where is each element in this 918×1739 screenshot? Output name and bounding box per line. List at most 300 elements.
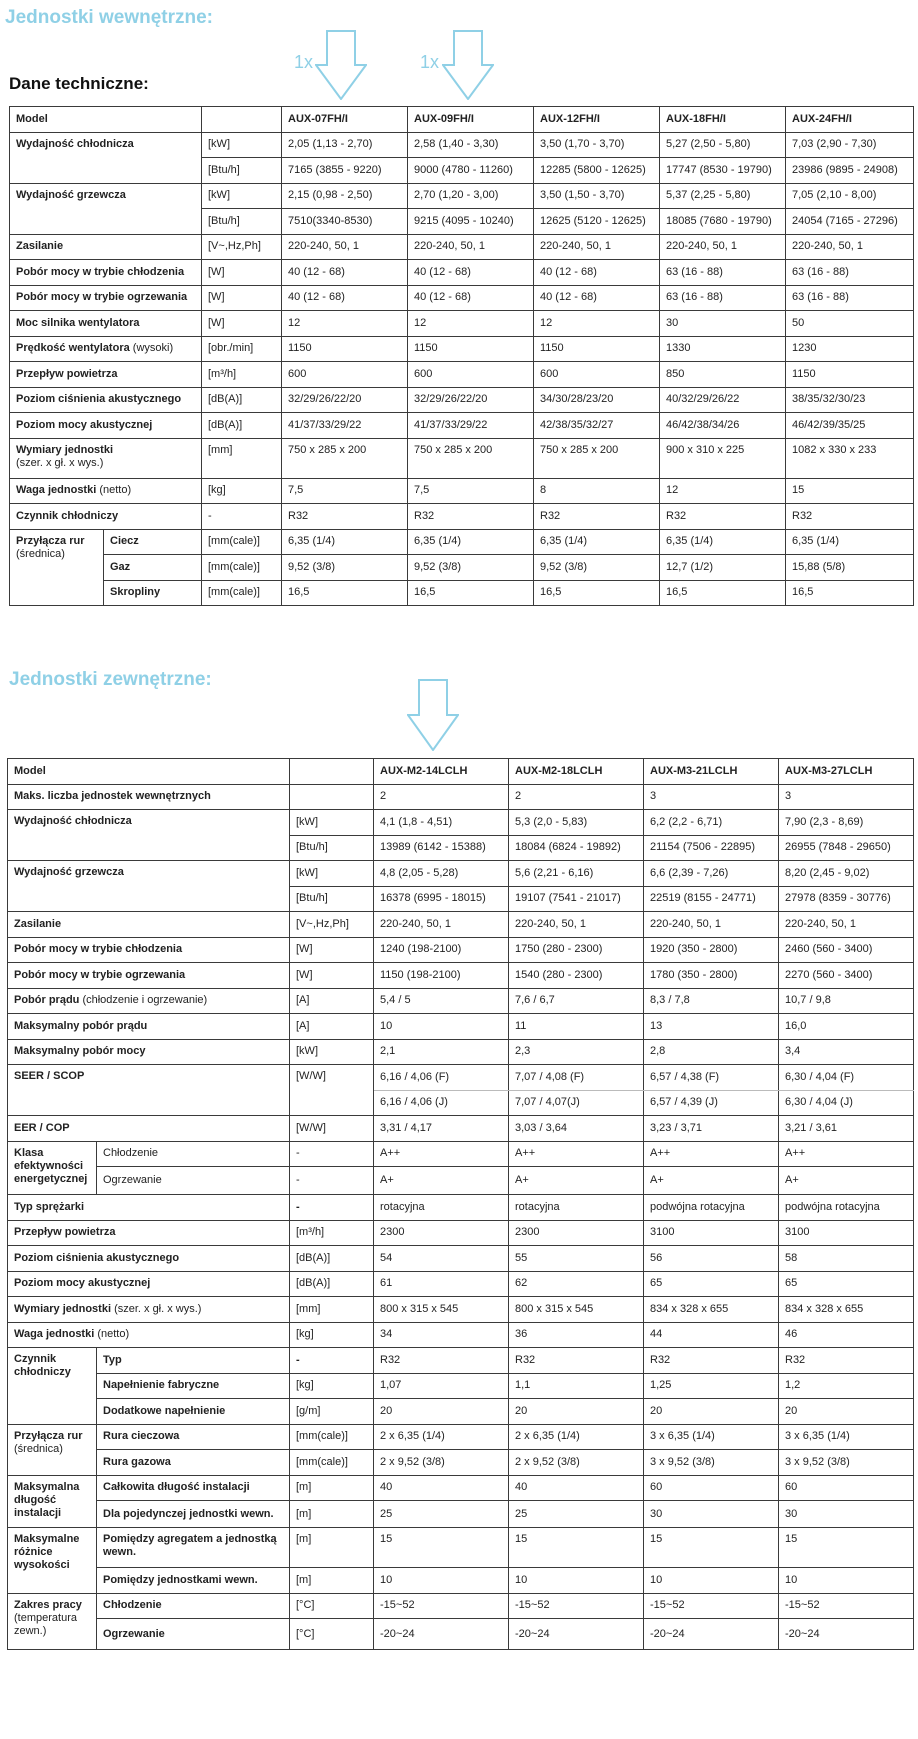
- row-label: Pobór mocy w trybie chłodzenia: [8, 937, 290, 963]
- table-row-seer-scop: [8, 1065, 914, 1091]
- value: A++: [644, 1141, 779, 1167]
- value: 6,35 (1/4): [282, 529, 408, 555]
- value: 30: [644, 1501, 779, 1528]
- row-label: Wydajność grzewcza: [10, 183, 202, 234]
- value: 834 x 328 x 655: [779, 1297, 914, 1323]
- value: 61: [374, 1271, 509, 1297]
- unit: -: [290, 1348, 374, 1374]
- value: 5,6 (2,21 - 6,16): [509, 861, 644, 887]
- value: A+: [509, 1167, 644, 1195]
- unit: [W]: [290, 937, 374, 963]
- table-row-height-outdoor-indoor: [8, 1528, 914, 1568]
- sub-label: Typ: [97, 1348, 290, 1374]
- value: 17747 (8530 - 19790): [660, 158, 786, 184]
- value: 12,7 (1/2): [660, 555, 786, 581]
- value: 10: [779, 1568, 914, 1594]
- sub-label: Ciecz: [104, 529, 202, 555]
- sub-label: Rura gazowa: [97, 1450, 290, 1476]
- value: 2300: [509, 1220, 644, 1246]
- table-row-max-length-single: [8, 1501, 914, 1528]
- row-label: Zasilanie: [10, 234, 202, 260]
- value: 24054 (7165 - 27296): [786, 209, 914, 235]
- value: 16,5: [534, 580, 660, 606]
- row-label: Zasilanie: [8, 912, 290, 938]
- value: 30: [660, 311, 786, 337]
- value: 42/38/35/32/27: [534, 413, 660, 439]
- value: A++: [374, 1141, 509, 1167]
- technical-data-heading: Dane techniczne:: [9, 74, 149, 93]
- table-row-refrigerant-extra: [8, 1399, 914, 1425]
- row-label: Poziom ciśnienia akustycznego: [8, 1246, 290, 1272]
- value: 12: [534, 311, 660, 337]
- table-row-cooling-capacity: [10, 132, 914, 158]
- value: 63 (16 - 88): [660, 285, 786, 311]
- table-row-heating-capacity: [8, 861, 914, 887]
- sub-label: Chłodzenie: [97, 1593, 290, 1619]
- value: 2,70 (1,20 - 3,00): [408, 183, 534, 209]
- unit: [Btu/h]: [202, 209, 282, 235]
- value: 63 (16 - 88): [660, 260, 786, 286]
- unit: [mm]: [202, 438, 282, 478]
- value: 32/29/26/22/20: [408, 387, 534, 413]
- value: 15,88 (5/8): [786, 555, 914, 581]
- value: 750 x 285 x 200: [408, 438, 534, 478]
- value: 12: [408, 311, 534, 337]
- value: 1330: [660, 336, 786, 362]
- row-label: Maksymalna długość instalacji: [8, 1475, 97, 1528]
- unit: [kW]: [290, 861, 374, 887]
- value: 40 (12 - 68): [408, 260, 534, 286]
- value: 13989 (6142 - 15388): [374, 835, 509, 861]
- value: -15~52: [509, 1593, 644, 1619]
- unit: [V~,Hz,Ph]: [290, 912, 374, 938]
- sub-label: Skropliny: [104, 580, 202, 606]
- value: 1240 (198-2100): [374, 937, 509, 963]
- unit: [A]: [290, 1014, 374, 1040]
- row-label: Pobór mocy w trybie ogrzewania: [10, 285, 202, 311]
- value: 41/37/33/29/22: [408, 413, 534, 439]
- value: 8,3 / 7,8: [644, 988, 779, 1014]
- value: 44: [644, 1322, 779, 1348]
- table-row-model: [10, 107, 914, 133]
- value: -20~24: [509, 1619, 644, 1650]
- table-row-weight: [10, 478, 914, 504]
- table-row-power-heating: [10, 285, 914, 311]
- indoor-spec-table: [9, 106, 914, 606]
- value: 12625 (5120 - 12625): [534, 209, 660, 235]
- sub-label: Rura cieczowa: [97, 1424, 290, 1450]
- value: 3,50 (1,70 - 3,70): [534, 132, 660, 158]
- value: 20: [374, 1399, 509, 1425]
- model-name: AUX-24FH/I: [786, 107, 914, 133]
- model-name: AUX-M3-21LCLH: [644, 759, 779, 785]
- value: 63 (16 - 88): [786, 260, 914, 286]
- value: 2,15 (0,98 - 2,50): [282, 183, 408, 209]
- table-row-fan-motor: [10, 311, 914, 337]
- value: 10: [374, 1014, 509, 1040]
- value: 6,16 / 4,06 (J): [374, 1090, 509, 1116]
- value: 25: [374, 1501, 509, 1528]
- table-row-energy-class-heating: [8, 1167, 914, 1195]
- value: 1230: [786, 336, 914, 362]
- value: A++: [509, 1141, 644, 1167]
- value: 26955 (7848 - 29650): [779, 835, 914, 861]
- table-row-max-indoor-units: [8, 784, 914, 810]
- value: podwójna rotacyjna: [779, 1195, 914, 1221]
- value: 1920 (350 - 2800): [644, 937, 779, 963]
- value: 7,07 / 4,08 (F): [509, 1065, 644, 1091]
- value: 2,1: [374, 1039, 509, 1065]
- value: 50: [786, 311, 914, 337]
- value: 34: [374, 1322, 509, 1348]
- table-row-heating-capacity: [10, 183, 914, 209]
- table-row-power-cooling: [10, 260, 914, 286]
- table-row-range-heating: [8, 1619, 914, 1650]
- value: 1,25: [644, 1373, 779, 1399]
- value: 27978 (8359 - 30776): [779, 886, 914, 912]
- value: 16,5: [660, 580, 786, 606]
- value: 65: [779, 1271, 914, 1297]
- value: 2 x 9,52 (3/8): [509, 1450, 644, 1476]
- value: 62: [509, 1271, 644, 1297]
- value: 10: [644, 1568, 779, 1594]
- unit: [kW]: [202, 183, 282, 209]
- value: 600: [408, 362, 534, 388]
- value: -15~52: [374, 1593, 509, 1619]
- table-row-power-cooling: [8, 937, 914, 963]
- row-label: Przepływ powietrza: [10, 362, 202, 388]
- value: 3,21 / 3,61: [779, 1116, 914, 1142]
- value: 750 x 285 x 200: [282, 438, 408, 478]
- row-label: Waga jednostki (netto): [10, 478, 202, 504]
- row-label: Pobór mocy w trybie ogrzewania: [8, 963, 290, 989]
- unit: [g/m]: [290, 1399, 374, 1425]
- value: 12: [660, 478, 786, 504]
- value: R32: [374, 1348, 509, 1374]
- value: 800 x 315 x 545: [374, 1297, 509, 1323]
- value: 18085 (7680 - 19790): [660, 209, 786, 235]
- value: 5,37 (2,25 - 5,80): [660, 183, 786, 209]
- table-row-height-indoor-indoor: [8, 1568, 914, 1594]
- value: R32: [660, 504, 786, 530]
- sub-label: Pomiędzy agregatem a jednostką wewn.: [97, 1528, 290, 1568]
- unit: [kW]: [290, 810, 374, 836]
- value: 1,1: [509, 1373, 644, 1399]
- row-label: Poziom mocy akustycznej: [10, 413, 202, 439]
- value: rotacyjna: [374, 1195, 509, 1221]
- value: 5,27 (2,50 - 5,80): [660, 132, 786, 158]
- value: 46: [779, 1322, 914, 1348]
- value: 600: [534, 362, 660, 388]
- value: A+: [374, 1167, 509, 1195]
- value: 2,8: [644, 1039, 779, 1065]
- value: 40 (12 - 68): [534, 260, 660, 286]
- value: 3,50 (1,50 - 3,70): [534, 183, 660, 209]
- value: 7510(3340-8530): [282, 209, 408, 235]
- value: 15: [644, 1528, 779, 1568]
- value: 7,6 / 6,7: [509, 988, 644, 1014]
- table-row-power-supply: [8, 912, 914, 938]
- value: 3 x 6,35 (1/4): [644, 1424, 779, 1450]
- value: 2 x 6,35 (1/4): [509, 1424, 644, 1450]
- value: 18084 (6824 - 19892): [509, 835, 644, 861]
- unit: [mm(cale)]: [202, 580, 282, 606]
- outdoor-spec-table: [7, 758, 914, 1650]
- outdoor-units-heading: Jednostki zewnętrzne:: [9, 669, 212, 690]
- unit: [m]: [290, 1475, 374, 1501]
- arrow-label-1: 1x: [294, 52, 314, 72]
- value: 3 x 9,52 (3/8): [779, 1450, 914, 1476]
- value: 10: [374, 1568, 509, 1594]
- row-label: Wydajność chłodnicza: [8, 810, 290, 861]
- table-row-refrigerant-type: [8, 1348, 914, 1374]
- value: 6,30 / 4,04 (J): [779, 1090, 914, 1116]
- row-label: Klasa efektywności energetycznej: [8, 1141, 97, 1195]
- value: 3,4: [779, 1039, 914, 1065]
- value: 11: [509, 1014, 644, 1040]
- unit: [kg]: [290, 1373, 374, 1399]
- row-label: Prędkość wentylatora (wysoki): [10, 336, 202, 362]
- value: 2300: [374, 1220, 509, 1246]
- value: 2: [374, 784, 509, 810]
- value: 16,5: [408, 580, 534, 606]
- value: 10,7 / 9,8: [779, 988, 914, 1014]
- value: 41/37/33/29/22: [282, 413, 408, 439]
- row-label: Maksymalne różnice wysokości: [8, 1528, 97, 1594]
- unit: [W]: [202, 311, 282, 337]
- table-row-refrigerant-factory: [8, 1373, 914, 1399]
- value: 46/42/39/35/25: [786, 413, 914, 439]
- value: 220-240, 50, 1: [779, 912, 914, 938]
- value: 2 x 9,52 (3/8): [374, 1450, 509, 1476]
- row-label: Wymiary jednostki (szer. x gł. x wys.): [10, 438, 202, 478]
- value: 19107 (7541 - 21017): [509, 886, 644, 912]
- unit: [m]: [290, 1501, 374, 1528]
- table-row-weight: [8, 1322, 914, 1348]
- value: 2,58 (1,40 - 3,30): [408, 132, 534, 158]
- row-label: Przyłącza rur (średnica): [10, 529, 104, 606]
- value: R32: [786, 504, 914, 530]
- table-row-fan-speed: [10, 336, 914, 362]
- value: 23986 (9895 - 24908): [786, 158, 914, 184]
- value: 9,52 (3/8): [408, 555, 534, 581]
- unit: [W/W]: [290, 1116, 374, 1142]
- value: 1,2: [779, 1373, 914, 1399]
- value: 800 x 315 x 545: [509, 1297, 644, 1323]
- value: 40 (12 - 68): [534, 285, 660, 311]
- model-name: AUX-07FH/I: [282, 107, 408, 133]
- value: 9000 (4780 - 11260): [408, 158, 534, 184]
- value: 15: [779, 1528, 914, 1568]
- value: 3,23 / 3,71: [644, 1116, 779, 1142]
- unit: [W]: [202, 260, 282, 286]
- value: 20: [509, 1399, 644, 1425]
- unit: [W]: [290, 963, 374, 989]
- value: 15: [509, 1528, 644, 1568]
- value: 1150: [408, 336, 534, 362]
- unit: [mm(cale)]: [202, 529, 282, 555]
- unit: [dB(A)]: [290, 1271, 374, 1297]
- value: 40 (12 - 68): [282, 285, 408, 311]
- value: 9,52 (3/8): [282, 555, 408, 581]
- value: 220-240, 50, 1: [644, 912, 779, 938]
- value: 2460 (560 - 3400): [779, 937, 914, 963]
- value: 6,57 / 4,38 (F): [644, 1065, 779, 1091]
- unit: [kg]: [290, 1322, 374, 1348]
- sub-label: Pomiędzy jednostkami wewn.: [97, 1568, 290, 1594]
- value: 2 x 6,35 (1/4): [374, 1424, 509, 1450]
- value: 1150: [786, 362, 914, 388]
- value: 6,2 (2,2 - 6,71): [644, 810, 779, 836]
- value: 3 x 9,52 (3/8): [644, 1450, 779, 1476]
- table-row-refrigerant: [10, 504, 914, 530]
- value: 36: [509, 1322, 644, 1348]
- table-row-airflow: [10, 362, 914, 388]
- value: 1,07: [374, 1373, 509, 1399]
- model-name: AUX-12FH/I: [534, 107, 660, 133]
- table-row-model: [8, 759, 914, 785]
- model-name: AUX-M2-18LCLH: [509, 759, 644, 785]
- sub-label: Dodatkowe napełnienie: [97, 1399, 290, 1425]
- row-label: Model: [10, 107, 202, 133]
- value: 54: [374, 1246, 509, 1272]
- value: 600: [282, 362, 408, 388]
- row-label: Maks. liczba jednostek wewnętrznych: [8, 784, 290, 810]
- row-label: Czynnik chłodniczy: [10, 504, 202, 530]
- table-row-cooling-capacity: [8, 810, 914, 836]
- value: 6,35 (1/4): [534, 529, 660, 555]
- table-row-max-power: [8, 1039, 914, 1065]
- model-name: AUX-18FH/I: [660, 107, 786, 133]
- value: 9,52 (3/8): [534, 555, 660, 581]
- value: R32: [509, 1348, 644, 1374]
- sub-label: Całkowita długość instalacji: [97, 1475, 290, 1501]
- value: 7,5: [282, 478, 408, 504]
- unit: [m]: [290, 1528, 374, 1568]
- table-row-range-cooling: [8, 1593, 914, 1619]
- value: 6,16 / 4,06 (F): [374, 1065, 509, 1091]
- value: 3 x 6,35 (1/4): [779, 1424, 914, 1450]
- unit: [kW]: [290, 1039, 374, 1065]
- value: 16,5: [282, 580, 408, 606]
- value: 40 (12 - 68): [282, 260, 408, 286]
- value: 56: [644, 1246, 779, 1272]
- value: R32: [534, 504, 660, 530]
- row-label: SEER / SCOP: [8, 1065, 290, 1116]
- value: 220-240, 50, 1: [660, 234, 786, 260]
- unit: [W/W]: [290, 1065, 374, 1116]
- value: -15~52: [779, 1593, 914, 1619]
- value: 6,35 (1/4): [408, 529, 534, 555]
- value: 7,5: [408, 478, 534, 504]
- value: 1150: [282, 336, 408, 362]
- table-row-pipe-gas: [10, 555, 914, 581]
- unit: [Btu/h]: [290, 835, 374, 861]
- value: 63 (16 - 88): [786, 285, 914, 311]
- row-label: Moc silnika wentylatora: [10, 311, 202, 337]
- table-row-energy-class-cooling: [8, 1141, 914, 1167]
- value: 1150 (198-2100): [374, 963, 509, 989]
- value: 8: [534, 478, 660, 504]
- table-row-pipe-gas: [8, 1450, 914, 1476]
- value: R32: [282, 504, 408, 530]
- table-row-sound-power: [10, 413, 914, 439]
- table-row-pipe-liquid: [8, 1424, 914, 1450]
- row-label: Przyłącza rur (średnica): [8, 1424, 97, 1475]
- value: 40: [509, 1475, 644, 1501]
- unit: [m³/h]: [290, 1220, 374, 1246]
- value: 32/29/26/22/20: [282, 387, 408, 413]
- value: -20~24: [644, 1619, 779, 1650]
- value: 16,0: [779, 1014, 914, 1040]
- unit: [mm(cale)]: [202, 555, 282, 581]
- value: A++: [779, 1141, 914, 1167]
- value: 834 x 328 x 655: [644, 1297, 779, 1323]
- value: 220-240, 50, 1: [408, 234, 534, 260]
- unit: [dB(A)]: [290, 1246, 374, 1272]
- row-label: Wydajność chłodnicza: [10, 132, 202, 183]
- value: 46/42/38/34/26: [660, 413, 786, 439]
- row-label: Typ sprężarki: [8, 1195, 290, 1221]
- row-label: Waga jednostki (netto): [8, 1322, 290, 1348]
- table-row-eer-cop: [8, 1116, 914, 1142]
- table-row-compressor: [8, 1195, 914, 1221]
- unit: [Btu/h]: [202, 158, 282, 184]
- table-row-dimensions: [8, 1297, 914, 1323]
- value: 5,4 / 5: [374, 988, 509, 1014]
- unit: [m]: [290, 1568, 374, 1594]
- value: A+: [779, 1167, 914, 1195]
- value: 900 x 310 x 225: [660, 438, 786, 478]
- row-label: Maksymalny pobór prądu: [8, 1014, 290, 1040]
- row-label: Pobór mocy w trybie chłodzenia: [10, 260, 202, 286]
- value: 8,20 (2,45 - 9,02): [779, 861, 914, 887]
- unit: -: [290, 1167, 374, 1195]
- table-row-max-current: [8, 1014, 914, 1040]
- table-row-airflow: [8, 1220, 914, 1246]
- value: 6,35 (1/4): [660, 529, 786, 555]
- value: -20~24: [374, 1619, 509, 1650]
- unit: [W]: [202, 285, 282, 311]
- value: 7,90 (2,3 - 8,69): [779, 810, 914, 836]
- value: 4,8 (2,05 - 5,28): [374, 861, 509, 887]
- down-arrow-icon: [442, 30, 494, 100]
- down-arrow-icon: [407, 679, 459, 751]
- value: 10: [509, 1568, 644, 1594]
- row-label: Przepływ powietrza: [8, 1220, 290, 1246]
- value: 1780 (350 - 2800): [644, 963, 779, 989]
- model-name: AUX-M3-27LCLH: [779, 759, 914, 785]
- value: 55: [509, 1246, 644, 1272]
- down-arrow-icon: [315, 30, 367, 100]
- value: 5,3 (2,0 - 5,83): [509, 810, 644, 836]
- table-row-pipe-liquid: [10, 529, 914, 555]
- table-row-sound-pressure: [10, 387, 914, 413]
- model-name: AUX-M2-14LCLH: [374, 759, 509, 785]
- value: -20~24: [779, 1619, 914, 1650]
- value: 6,30 / 4,04 (F): [779, 1065, 914, 1091]
- value: 6,6 (2,39 - 7,26): [644, 861, 779, 887]
- value: 220-240, 50, 1: [282, 234, 408, 260]
- value: 2: [509, 784, 644, 810]
- unit: -: [290, 1195, 374, 1221]
- value: 220-240, 50, 1: [509, 912, 644, 938]
- value: 2270 (560 - 3400): [779, 963, 914, 989]
- value: 3100: [644, 1220, 779, 1246]
- unit: [°C]: [290, 1619, 374, 1650]
- unit: [mm(cale)]: [290, 1424, 374, 1450]
- unit: [V~,Hz,Ph]: [202, 234, 282, 260]
